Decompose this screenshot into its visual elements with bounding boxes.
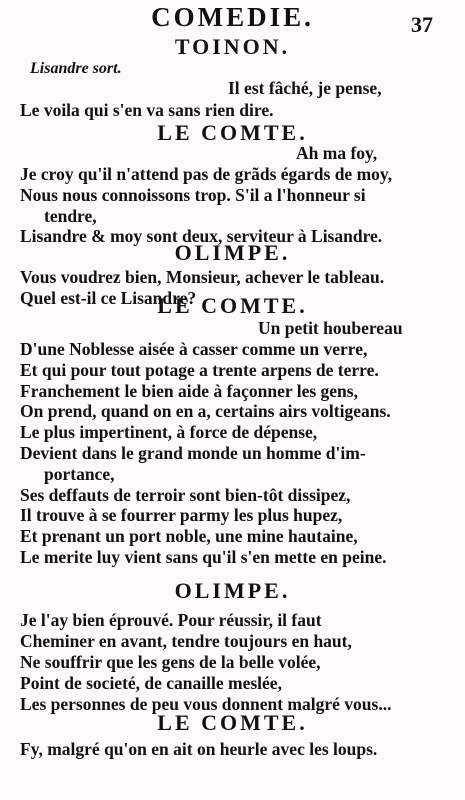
verse-line: Ses deffauts de terroir sont bien-tôt dissipez, [20,485,351,505]
verse-line: Ah ma foy, [296,143,378,163]
verse-line: portance, [44,464,115,484]
stage-direction: Lisandre sort. [30,60,122,77]
speaker-name: TOINON. [174,34,291,59]
verse-line: Quel est-il ce Lisandre? [20,288,197,308]
verse-line: Je croy qu'il n'attend pas de grãds égards de moy, [20,164,393,184]
verse-line: tendre, [44,206,97,226]
verse-line: Cheminer en avant, tendre toujours en haut, [20,631,352,651]
page-number: 37 [411,12,433,37]
verse-line: Fy, malgré qu'on en ait on heurle avec les loups. [20,739,378,759]
speaker-name: OLIMPE. [174,578,291,603]
running-head: COMEDIE. [151,2,314,32]
verse-line: Il est fâché, je pense, [228,78,382,98]
verse-line: Et prenant un port noble, une mine hautaine, [20,526,358,546]
verse-line: Les personnes de peu vous donnent malgré vous... [20,694,392,714]
speaker-name: LE COMTE. [157,120,308,145]
verse-line: Le plus impertinent, à force de dépense, [20,422,318,442]
verse-line: Je l'ay bien éprouvé. Pour réussir, il faut [20,610,322,630]
verse-line: Point de societé, de canaille meslée, [20,673,282,693]
verse-line: D'une Noblesse aisée à casser comme un verre, [20,339,368,359]
verse-line: Ne souffrir que les gens de la belle volée, [20,652,321,672]
verse-line: Le voila qui s'en va sans rien dire. [20,100,274,120]
speaker-name: LE COMTE. [157,293,308,318]
verse-line: Le merite luy vient sans qu'il s'en mette en peine. [20,547,387,567]
verse-line: On prend, quand on en a, certains airs voltigeans. [20,401,391,421]
verse-line: Et qui pour tout potage a trente arpens de terre. [20,360,379,380]
verse-line: Un petit houbereau [258,318,403,338]
speaker-name: LE COMTE. [157,710,308,735]
verse-line: Nous nous connoissons trop. S'il a l'honneur si [20,185,366,205]
verse-line: Devient dans le grand monde un homme d'im- [20,443,366,463]
verse-line: Lisandre & moy sont deux, serviteur à Lisandre. [20,226,383,246]
speaker-name: OLIMPE. [174,240,291,265]
verse-line: Il trouve à se fourrer parmy les plus hupez, [20,505,343,525]
verse-line: Franchement le bien aide à façonner les gens, [20,381,358,401]
verse-line: Vous voudrez bien, Monsieur, achever le tableau. [20,267,385,287]
